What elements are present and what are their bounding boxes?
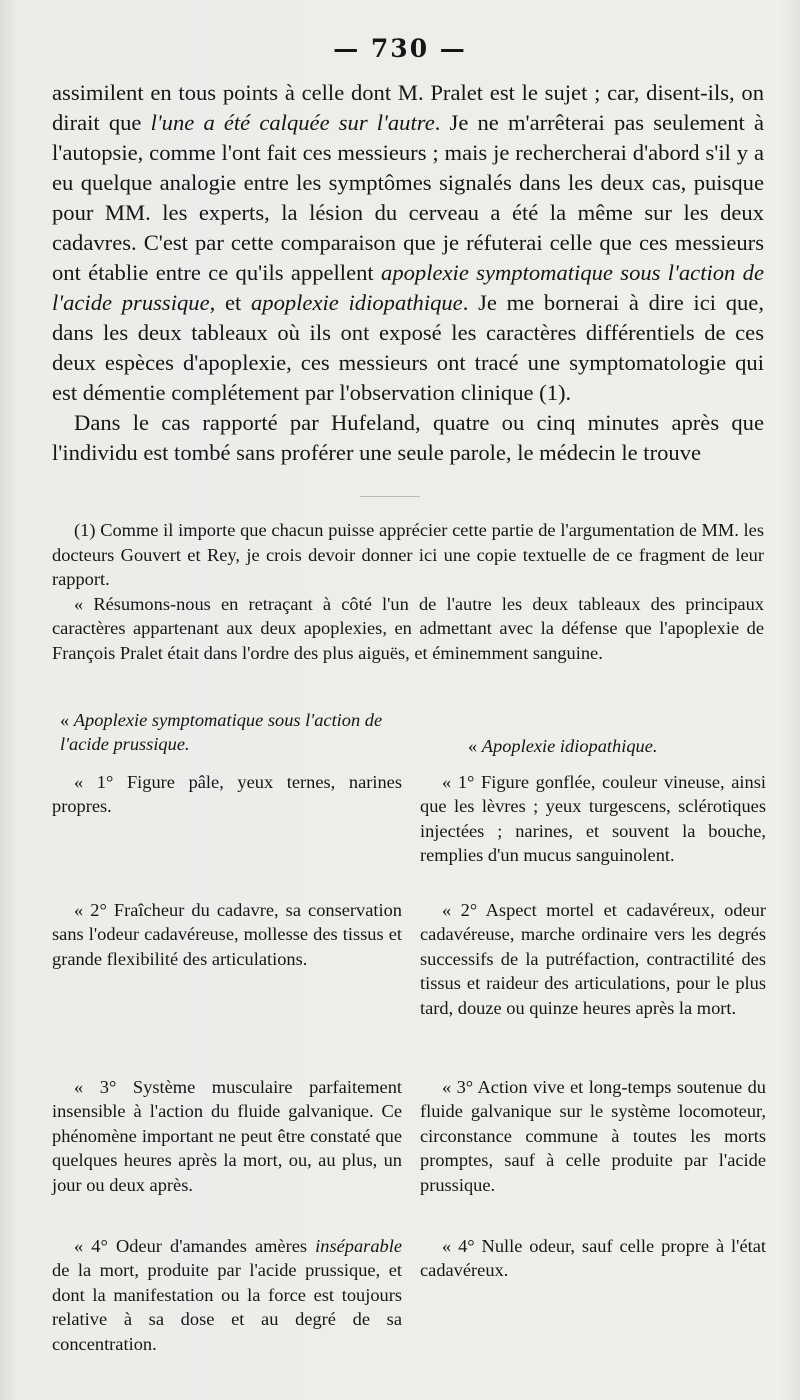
left-column xyxy=(52,708,402,757)
right-item-2 xyxy=(420,898,766,1020)
left-item-1 xyxy=(52,770,402,819)
footnote-paragraph-1: (1) Comme il importe que chacun puisse apprécier cette partie de l'argumentation de MM. les docteurs Gouvert et Rey, je crois devoir donner ici une copie textuelle de ce fragment de leur rapport. xyxy=(52,520,764,589)
item-text: « 2° Fraîcheur du cadavre, sa conservation sans l'odeur cadavéreuse, mollesse des tissus et grande flexibilité des articulations. xyxy=(52,900,402,969)
quote-mark: « xyxy=(60,710,74,730)
right-item-4 xyxy=(420,1234,766,1283)
item-text: « 3° Système musculaire parfaitement insensible à l'action du fluide galvanique. Ce phénomène important ne peut être constaté que quelques heures après la mort, ou, au plus, un jour ou deux après. xyxy=(52,1077,402,1195)
left-item-3 xyxy=(52,1075,402,1197)
heading-text: Apoplexie symptomatique sous l'action de l'acide prussique. xyxy=(60,710,383,755)
footnote-divider xyxy=(360,496,420,497)
text-run: . Je me bornerai à dire ici que, dans les deux tableaux où ils ont exposé les caractères différentiels de ces deux espèces d'apoplexie, ces messieurs ont tracé une symptomatologie qui est démentie complétement par l'observation clinique (1). xyxy=(52,290,764,405)
left-item-4 xyxy=(52,1234,402,1356)
item-text: « 1° Figure pâle, yeux ternes, narines propres. xyxy=(52,772,402,817)
italic-run: l'une a été calquée sur l'autre xyxy=(150,110,435,135)
quote-mark: « xyxy=(468,736,482,756)
left-item-2 xyxy=(52,898,402,971)
italic-run: apoplexie symptomatique sous l'action de l'acide prussique xyxy=(52,260,764,315)
item-text: « 2° Aspect mortel et cadavéreux, odeur cadavéreuse, marche ordinaire vers les degrés successifs de la putréfaction, contractilité des tissus et raideur des articulations, pour le plus tard, douze ou quinze heures après la mort. xyxy=(420,900,766,1018)
left-column-heading xyxy=(52,708,402,757)
item-text: « 4° Nulle odeur, sauf celle propre à l'état cadavéreux. xyxy=(420,1236,766,1281)
text-run: , et xyxy=(209,290,251,315)
italic-run: apoplexie idiopathique xyxy=(250,290,463,315)
item-text: « 1° Figure gonflée, couleur vineuse, ainsi que les lèvres ; yeux turgescens, sclérotiques injectées ; narines, et souvent la bouche, remplies d'un mucus sanguinolent. xyxy=(420,772,766,866)
page-number: — 730 — xyxy=(333,34,467,63)
main-paragraph-2: Dans le cas rapporté par Hufeland, quatre ou cinq minutes après que l'individu est tombé sans proférer une seule parole, le médecin le trouve xyxy=(52,410,764,465)
right-column-heading xyxy=(420,734,766,758)
text-run: « 4° Odeur d'amandes amères xyxy=(74,1236,316,1256)
footnote-paragraph-2: « Résumons-nous en retraçant à côté l'un de l'autre les deux tableaux des principaux caractères appartenant aux deux apoplexies, en admettant avec la défense que l'apoplexie de François Pralet était dans l'ordre des plus aiguës, et éminemment sanguine. xyxy=(52,593,764,663)
footnote xyxy=(52,518,764,665)
text-run: . Je ne m'arrêterai pas seulement à l'autopsie, comme l'ont fait ces messieurs ; mais je rechercherai d'abord s'il y a eu quelque analogie entre les symptômes signalés dans les deux cas, puisque pour MM. les experts, la lésion du cerveau a été la même sur les deux cadavres. C'est par cette comparaison que je réfuterai celle que ces messieurs ont établie entre ce qu'ils appellent xyxy=(52,110,764,285)
item-text xyxy=(52,1234,402,1356)
main-text xyxy=(52,78,764,468)
text-run: de la mort, produite par l'acide prussique, et dont la manifestation ou la force est toujours relative à sa dose et au degré de sa concentration. xyxy=(52,1260,402,1354)
text-run: assimilent en tous points à celle dont M. Pralet est le sujet ; car, disent-ils, on dirait que xyxy=(52,80,764,135)
italic-run: inséparable xyxy=(315,1236,402,1256)
item-text: « 3° Action vive et long-temps soutenue du fluide galvanique sur le système locomoteur, circonstance commune à toutes les morts promptes, sauf à celle produite par l'acide prussique. xyxy=(420,1077,766,1195)
right-item-1 xyxy=(420,770,766,868)
main-paragraph-1 xyxy=(52,78,764,408)
right-column xyxy=(420,734,766,758)
right-item-3 xyxy=(420,1075,766,1197)
heading-text: Apoplexie idiopathique. xyxy=(481,736,658,756)
